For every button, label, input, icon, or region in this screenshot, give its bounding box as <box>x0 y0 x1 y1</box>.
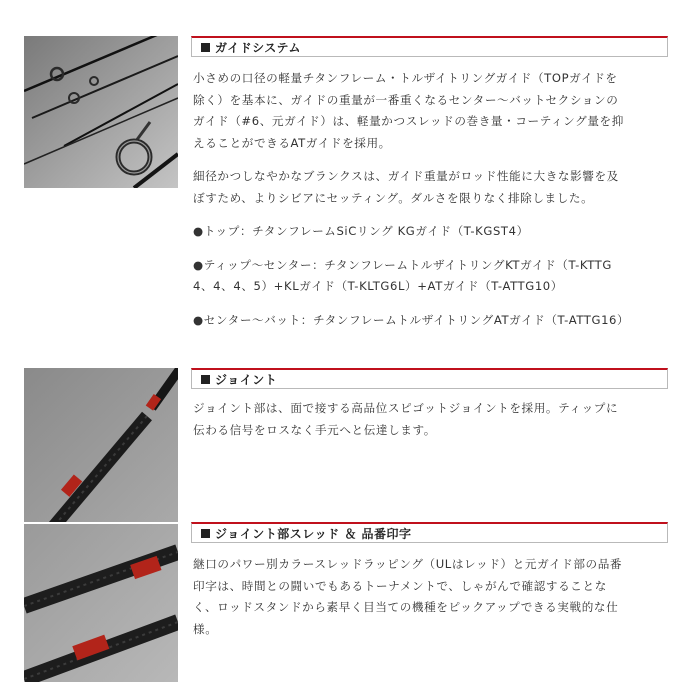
guide-spec-item: ●トップ：チタンフレームSiCリング KGガイド（T-KGST4） <box>193 224 529 238</box>
guide-spec-item: ●ティップ～センター：チタンフレームトルザイトリングKTガイド（T-KTTG 4、4、4、5）+KLガイド（T-KLTG6L）+ATガイド（T-ATTG10） <box>193 257 612 293</box>
section-title: ガイドシステム <box>215 40 301 55</box>
thread-print-photo <box>24 524 178 682</box>
paragraph: 細径かつしなやかなブランクスは、ガイド重量がロッド性能に大きな影響を及 ぼすため、よりシビアにセッティング。ダルさを限りなく排除しました。 <box>193 169 619 205</box>
guide-spec-item: ●センター～バット：チタンフレームトルザイトリングATガイド（T-ATTG16） <box>193 312 630 327</box>
thread-print-section <box>191 522 668 640</box>
guide-system-photo <box>24 36 178 188</box>
joint-section <box>191 368 668 441</box>
square-bullet-icon <box>201 529 210 538</box>
paragraph: ジョイント部は、面で接する高品位スピゴットジョイントを採用。ティップに 伝わる信号をロスなく手元へと伝達します。 <box>193 401 619 437</box>
section-heading <box>191 522 668 543</box>
guide-system-section <box>191 36 668 331</box>
square-bullet-icon <box>201 375 210 384</box>
square-bullet-icon <box>201 43 210 52</box>
section-title: ジョイント <box>215 372 278 387</box>
paragraph: 小さめの口径の軽量チタンフレーム・トルザイトリングガイド（TOPガイドを 除く）を基本に、ガイドの重量が一番重くなるセンター～バットセクションの ガイド（#6、元ガイド）は、軽量かつスレッドの巻き量・コーティング量を抑 えることができるATガイドを採用。 <box>193 71 624 150</box>
section-title: ジョイント部スレッド ＆ 品番印字 <box>215 526 412 541</box>
section-heading <box>191 368 668 389</box>
joint-photo <box>24 368 178 522</box>
paragraph: 継口のパワー別カラースレッドラッピング（ULはレッド）と元ガイド部の品番 印字は、時間との闘いでもあるトーナメントで、しゃがんで確認することな く、ロッドスタンドから素早く目当ての機種をピックアップできる実戦的な仕 様。 <box>193 557 623 636</box>
section-heading <box>191 36 668 57</box>
